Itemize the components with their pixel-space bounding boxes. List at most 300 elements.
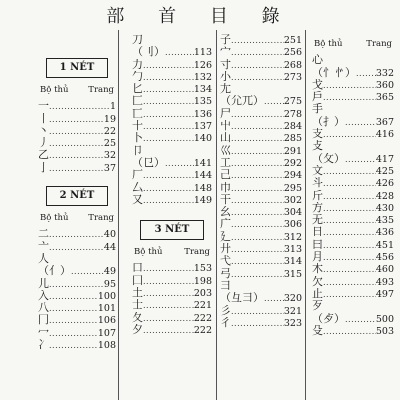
radical-glyph: （亻） [38,265,71,278]
page-number: 40 [103,229,116,241]
page-number: 37 [103,162,116,174]
page-number: 306 [283,219,302,231]
page-number: 100 [97,290,116,302]
radical-entry [132,287,212,299]
page-number: 141 [193,157,212,169]
radical-entry [38,125,116,137]
radical-entry [38,290,116,302]
page-number: 49 [103,266,116,278]
index-column-4 [312,34,394,337]
dot-leader [345,117,376,128]
radical-entry [220,34,302,46]
page-number: 126 [193,59,212,71]
dot-leader [323,129,376,140]
page-number: 285 [283,133,302,145]
page-number: 221 [193,300,212,312]
radical-entry [220,95,302,107]
column-divider-1 [118,30,119,400]
dot-leader [49,126,104,137]
dot-leader [231,109,284,120]
dot-leader [264,96,284,107]
radical-entry [132,46,212,58]
radical-glyph: 寸 [220,58,231,71]
dot-leader [143,276,194,287]
dot-leader [49,229,104,240]
dot-leader [323,240,376,251]
radical-glyph: 丶 [38,124,49,137]
radical-list-1-net [38,100,116,174]
page-number: 428 [375,190,394,202]
radical-entry [220,317,302,329]
index-column-2 [132,34,212,336]
page-number: 32 [103,150,116,162]
radical-entry [132,262,212,274]
radical-entry [38,228,116,240]
dot-leader [71,266,104,277]
radical-entry [38,241,116,253]
radical-entry [220,280,302,292]
radical-glyph: 广 [220,218,231,231]
column-header [312,38,394,50]
radical-glyph: 亠 [38,240,49,253]
dot-leader [323,289,376,300]
page-number: 284 [283,121,302,133]
radical-entry [220,145,302,157]
index-column-3 [220,34,302,329]
page-number: 1 [109,101,116,113]
page-number: 95 [103,278,116,290]
radical-glyph: 无 [312,214,323,227]
dot-leader [165,158,194,169]
radical-glyph: 斤 [312,189,323,202]
dot-leader [323,326,376,337]
radical-entry [220,169,302,181]
radical-glyph: 廾 [220,243,231,256]
radical-glyph: 匕 [132,83,143,96]
radical-label: Bộ thủ [134,247,163,258]
dot-leader [345,314,376,325]
radical-label: Bộ thủ [40,85,69,95]
radical-entry [132,34,212,46]
radical-glyph: 手 [312,103,323,116]
radical-entry [220,120,302,132]
radical-glyph: 卩 [132,144,143,157]
page-number: 302 [283,194,302,206]
page-number: 493 [375,276,394,288]
radical-entry [220,108,302,120]
radical-entry [132,59,212,71]
radical-entry [38,339,116,351]
radical-list-4-net [312,54,394,337]
radical-glyph: 屮 [220,120,231,133]
dot-leader [264,293,284,304]
radical-glyph: 口 [132,262,143,275]
page-number: 113 [193,47,212,59]
radical-entry [38,253,116,265]
dot-leader [231,146,284,157]
radical-glyph: 入 [38,289,49,302]
radical-entry [220,292,302,304]
radical-glyph: 尢 [220,83,231,96]
page-number: 135 [193,96,212,108]
page-number: 321 [283,305,302,317]
page-number: 320 [283,293,302,305]
radical-glyph: 戈 [312,78,323,91]
page-number: 430 [375,202,394,214]
page-number: 148 [193,182,212,194]
page-number: 149 [193,194,212,206]
page-number: 456 [375,252,394,264]
radical-entry [132,275,212,287]
radical-glyph: 尸 [220,107,231,120]
radical-glyph: 丿 [38,137,49,150]
radical-glyph: 月 [312,251,323,264]
page-title: 部 首 目 錄 [106,6,294,27]
radical-glyph: 彳 [220,316,231,329]
radical-glyph: 文 [312,164,323,177]
radical-entry [312,140,394,152]
radical-entry [38,265,116,277]
radical-entry [220,157,302,169]
dot-leader [231,47,284,58]
page-number: 436 [375,227,394,239]
radical-glyph: 曰 [312,238,323,251]
page-number: 435 [375,215,394,227]
radical-entry [132,83,212,95]
radical-glyph: 一 [38,100,49,113]
page-number: 22 [103,125,116,137]
page-number: 314 [283,256,302,268]
radical-entry [220,83,302,95]
dot-leader [49,114,104,125]
dot-leader [323,191,376,202]
radical-glyph: （扌） [312,115,345,128]
dot-leader [231,269,284,280]
dot-leader [231,183,284,194]
page-number: 108 [97,340,116,352]
radical-glyph: 二 [38,228,49,241]
radical-entry [312,103,394,115]
page-number: 451 [375,239,394,251]
dot-leader [143,170,194,181]
page-number: 19 [103,113,116,125]
radical-entry [38,302,116,314]
radical-entry [38,314,116,326]
dot-leader [323,203,376,214]
radical-glyph: 彡 [220,304,231,317]
dot-leader [49,279,104,290]
dot-leader [143,121,194,132]
column-divider-2 [216,30,217,400]
section-heading-3-net: 3 NÉT [140,220,204,240]
page-number: 268 [283,59,302,71]
radical-glyph: 丨 [38,112,49,125]
radical-entry [312,165,394,177]
radical-entry [312,67,394,79]
radical-glyph: 心 [312,54,323,67]
page-number: 500 [375,313,394,325]
radical-entry [132,71,212,83]
dot-leader [143,313,194,324]
dot-leader [323,227,376,238]
radical-entry [312,300,394,312]
page-label: Trang [366,39,392,49]
radical-entry [312,153,394,165]
page-number: 503 [375,325,394,337]
dot-leader [143,60,194,71]
radical-entry [220,132,302,144]
page-number: 101 [97,303,116,315]
radical-entry [312,91,394,103]
radical-glyph: 弓 [220,267,231,280]
radical-glyph: 日 [312,226,323,239]
radical-glyph: （歺） [312,312,345,325]
radical-glyph: 士 [132,299,143,312]
radical-entry [220,243,302,255]
radical-entry [312,177,394,189]
page-number: 416 [375,129,394,141]
radical-glyph: 匸 [132,107,143,120]
radical-glyph: 歹 [312,300,323,313]
dot-leader [231,72,284,83]
page-number: 312 [283,231,302,243]
radical-entry [132,157,212,169]
dot-leader [49,150,104,161]
radical-glyph: 乙 [38,149,49,162]
radical-glyph: 人 [38,252,49,265]
radical-entry [38,100,116,112]
radical-entry [220,71,302,83]
radical-glyph: 厶 [132,181,143,194]
page-number: 136 [193,108,212,120]
dot-leader [323,80,376,91]
radical-glyph: 勹 [132,70,143,83]
radical-glyph: 山 [220,132,231,145]
dot-leader [231,219,284,230]
radical-glyph: 匚 [132,95,143,108]
radical-glyph: 戶 [312,91,323,104]
radical-entry [220,268,302,280]
dot-leader [49,315,98,326]
radical-entry [312,313,394,325]
dot-leader [49,291,98,302]
radical-glyph: 干 [220,193,231,206]
page-number: 25 [103,138,116,150]
dot-leader [231,207,284,218]
radical-entry [132,95,212,107]
radical-entry [312,325,394,337]
dot-leader [231,318,284,329]
dot-leader [231,35,284,46]
radical-list-2-net [38,228,116,351]
page-number: 278 [283,108,302,120]
radical-glyph: 幺 [220,206,231,219]
dot-leader [49,303,98,314]
radical-entry [38,149,116,161]
radical-entry [132,324,212,336]
dot-leader [231,158,284,169]
page-number: 251 [283,35,302,46]
page-number: 140 [193,133,212,145]
column-divider-3 [305,30,306,400]
page-number: 367 [375,116,394,128]
page-number: 360 [375,79,394,91]
radical-label: Bộ thủ [40,213,69,224]
radical-glyph: 殳 [312,324,323,337]
dot-leader [49,101,110,112]
radical-glyph: 力 [132,58,143,71]
radical-glyph: 卜 [132,132,143,145]
dot-leader [143,183,194,194]
dot-leader [49,138,104,149]
page-number: 275 [283,96,302,108]
radical-entry [132,312,212,324]
radical-glyph: 巾 [220,181,231,194]
page-number: 417 [375,153,394,165]
radical-entry [220,182,302,194]
dot-leader [231,170,284,181]
page-number: 107 [97,327,116,339]
page-number: 295 [283,182,302,194]
dot-leader [143,96,194,107]
radical-entry [312,202,394,214]
dot-leader [231,133,284,144]
radical-list-3-net-cont [220,34,302,329]
page-number: 198 [193,275,212,287]
radical-entry [312,214,394,226]
dot-leader [143,195,194,206]
dot-leader [143,263,194,274]
radical-entry [220,59,302,71]
radical-entry [220,218,302,230]
page-number: 425 [375,165,394,177]
column-header [38,212,116,224]
index-column-1 [38,50,116,351]
radical-glyph: 冂 [38,314,49,327]
radical-entry [312,276,394,288]
dot-leader [231,195,284,206]
radical-glyph: 冖 [38,326,49,339]
page-number: 132 [193,71,212,83]
dot-leader [231,306,284,317]
dot-leader [49,163,104,174]
radical-entry [132,194,212,206]
dot-leader [323,178,376,189]
radical-entry [132,169,212,181]
radical-glyph: （刂） [132,46,165,59]
column-header [132,246,212,258]
radical-entry [312,128,394,140]
dot-leader [323,215,376,226]
page-number: 365 [375,92,394,104]
page-number: 106 [97,315,116,327]
radical-entry [132,120,212,132]
radical-glyph: 刀 [132,34,143,46]
radical-glyph: 弋 [220,255,231,268]
radical-entry [312,226,394,238]
radical-glyph: （攵） [312,152,345,165]
page-number: 323 [283,317,302,329]
radical-entry [132,145,212,157]
radical-glyph: 工 [220,156,231,169]
dot-leader [345,154,376,165]
radical-glyph: 方 [312,201,323,214]
dot-leader [323,166,376,177]
dot-leader [143,300,194,311]
page-number: 313 [283,244,302,256]
dot-leader [165,47,194,58]
radical-entry [312,190,394,202]
radical-entry [132,299,212,311]
radical-glyph: 支 [312,128,323,141]
radical-glyph: 十 [132,120,143,133]
radical-entry [312,79,394,91]
radical-glyph: 夂 [132,311,143,324]
radical-entry [132,182,212,194]
radical-entry [220,305,302,317]
page-number: 144 [193,170,212,182]
page-number: 315 [283,268,302,280]
dot-leader [49,340,98,351]
page-number: 291 [283,145,302,157]
dot-leader [143,288,194,299]
page-number: 294 [283,170,302,182]
page-number: 153 [193,263,212,275]
radical-entry [312,251,394,263]
radical-entry [132,108,212,120]
dot-leader [323,264,376,275]
radical-entry [220,46,302,58]
radical-entry [312,263,394,275]
radical-glyph: 囗 [132,274,143,287]
radical-list-2-net-cont [132,34,212,206]
radical-glyph: 儿 [38,277,49,290]
radical-entry [38,162,116,174]
dot-leader [143,109,194,120]
radical-entry [312,239,394,251]
dot-leader [231,244,284,255]
dot-leader [143,325,194,336]
radical-entry [38,278,116,290]
page-number: 273 [283,71,302,83]
radical-glyph: 八 [38,302,49,315]
radical-entry [220,194,302,206]
dot-leader [323,252,376,263]
dot-leader [231,121,284,132]
page-number: 426 [375,178,394,190]
radical-glyph: 攴 [312,140,323,153]
page-label: Trang [88,85,114,95]
radical-glyph: （㔾） [132,156,165,169]
radical-glyph: 廴 [220,230,231,243]
dot-leader [323,92,376,103]
radical-glyph: 小 [220,70,231,83]
page-number: 137 [193,121,212,133]
radical-glyph: 亅 [38,161,49,174]
page-number: 44 [103,241,116,253]
radical-glyph: （忄㣺） [312,66,356,79]
radical-glyph: （彑彐） [220,292,264,305]
radical-entry [220,206,302,218]
dot-leader [49,328,98,339]
radical-entry [312,288,394,300]
radical-glyph: （尣兀） [220,95,264,108]
page-number: 256 [283,47,302,59]
dot-leader [143,133,194,144]
section-heading-1-net: 1 NÉT [46,58,108,78]
radical-glyph: 止 [312,287,323,300]
section-heading-2-net: 2 NÉT [46,186,108,206]
